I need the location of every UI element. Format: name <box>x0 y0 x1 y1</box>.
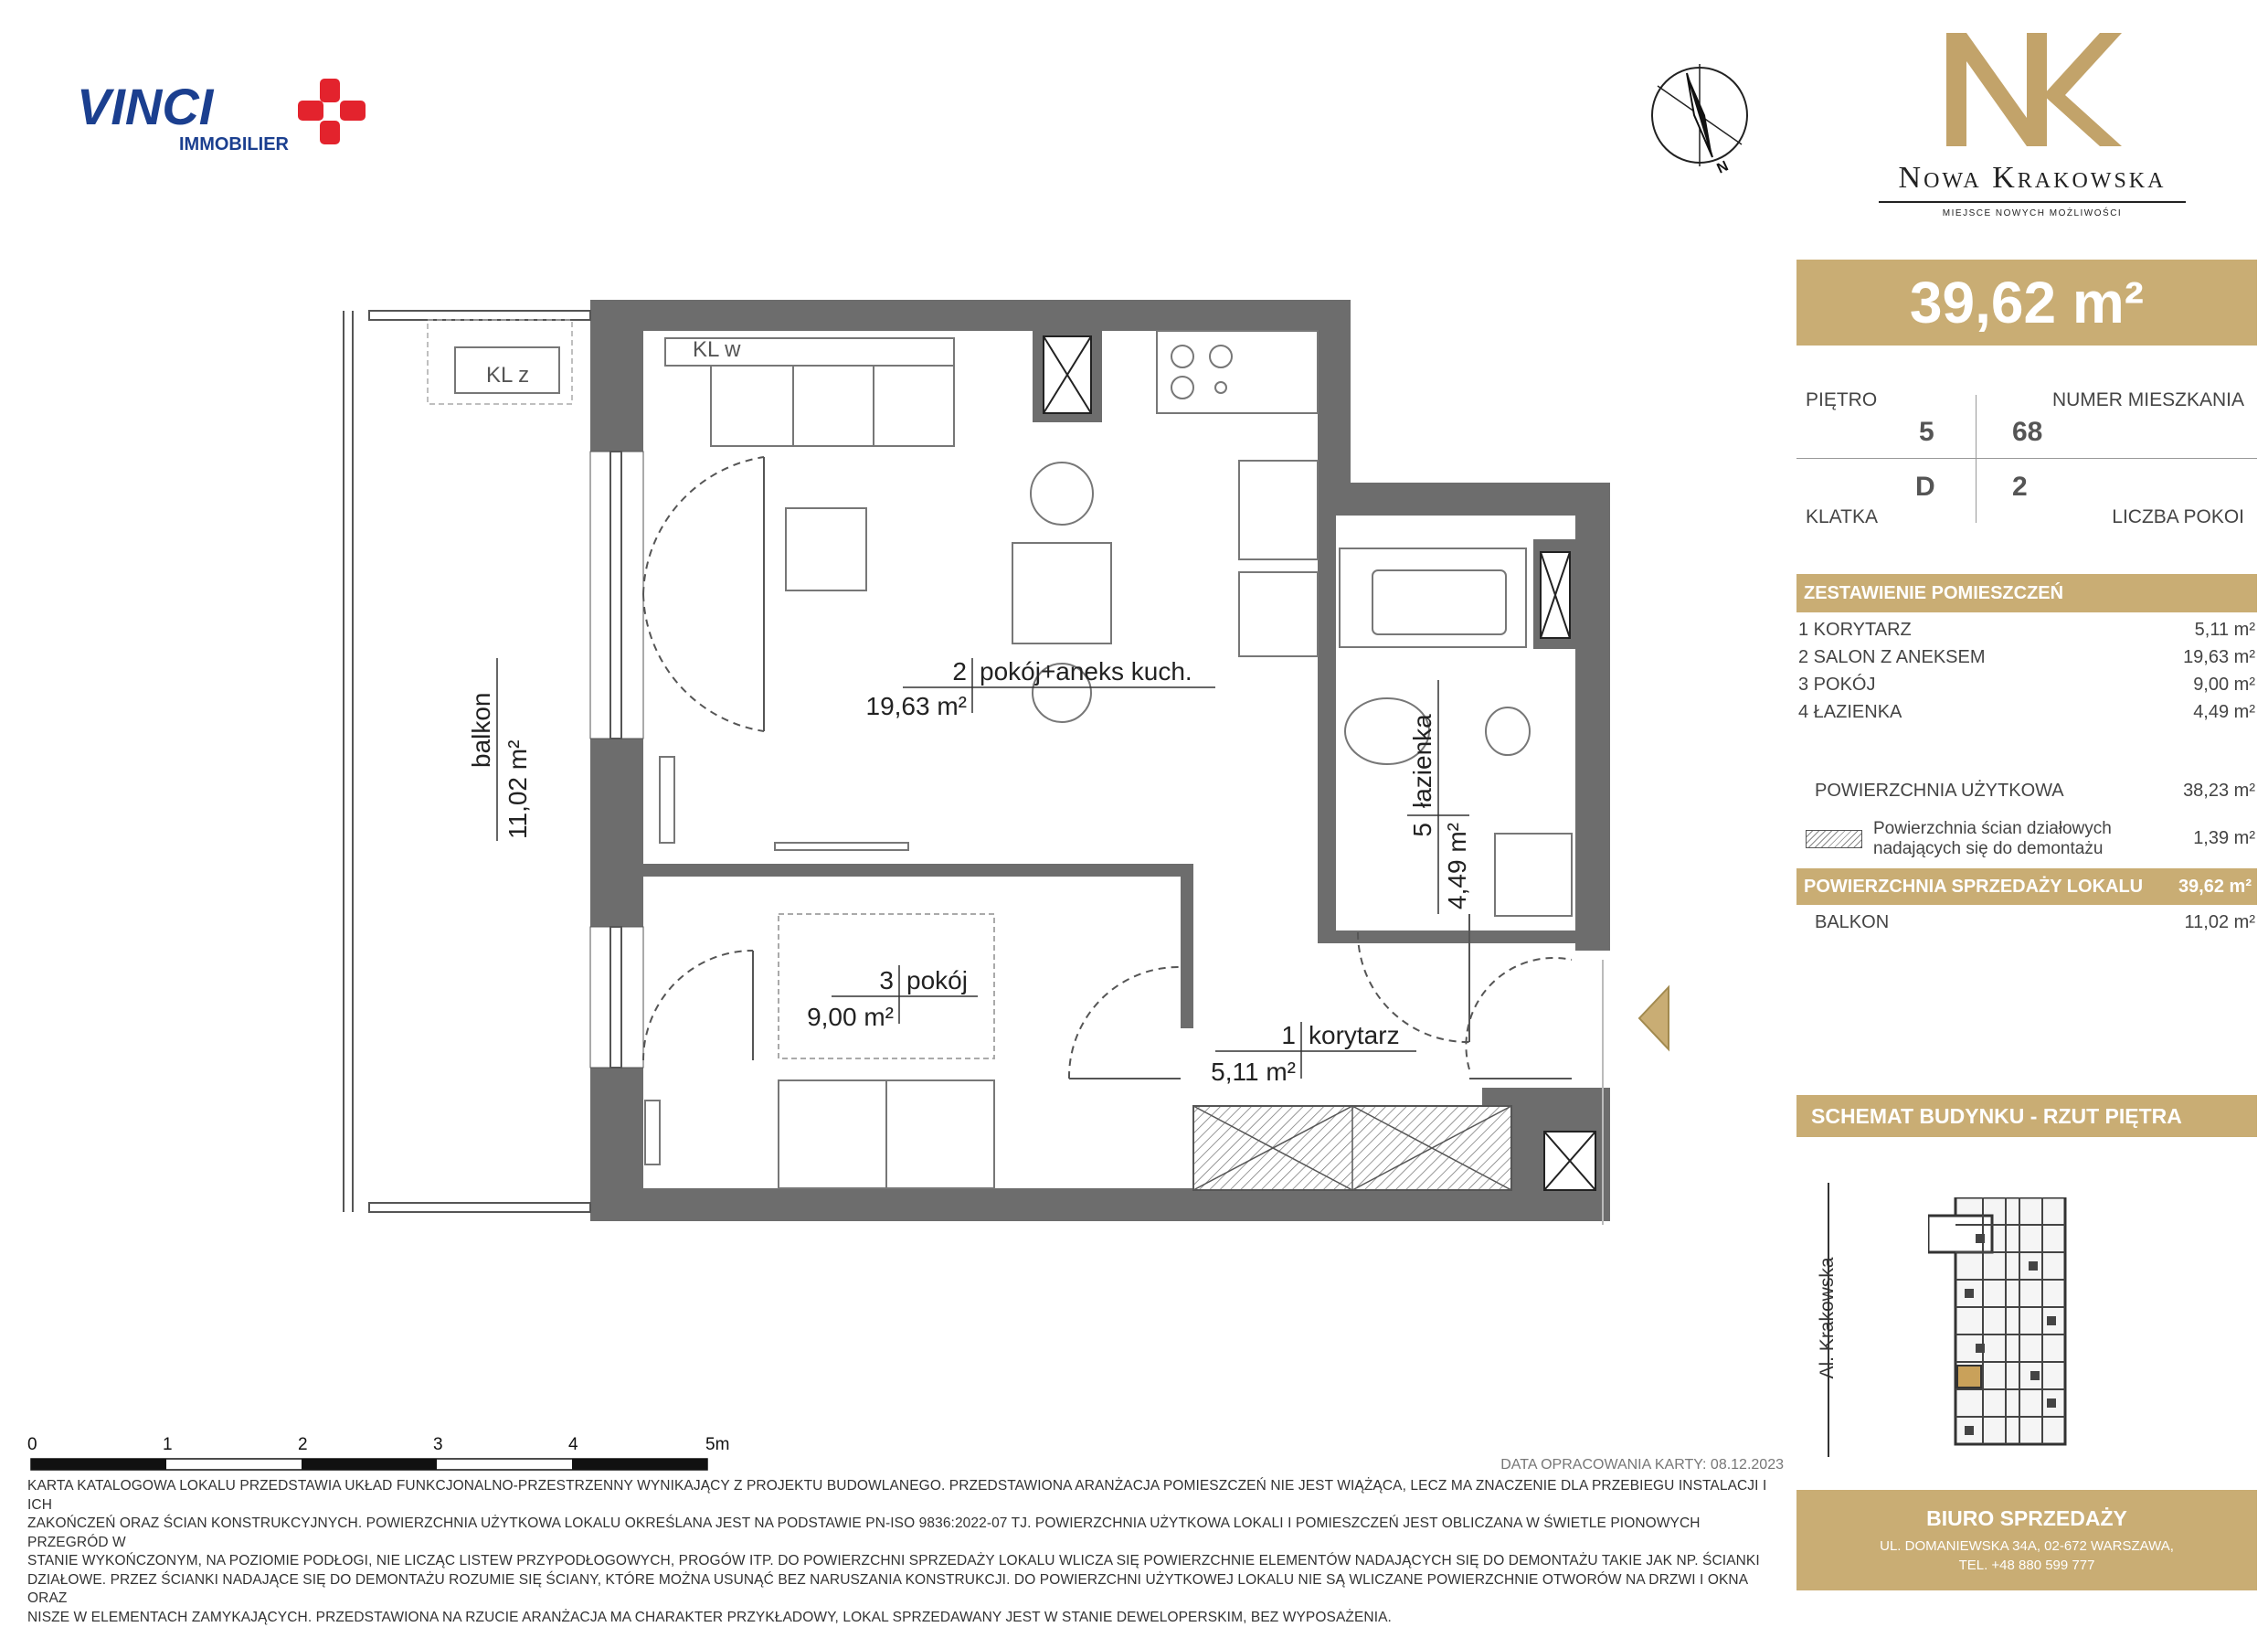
bedroom-name: pokój <box>906 966 968 994</box>
area-banner <box>1796 260 2257 346</box>
living-furniture <box>660 331 1318 850</box>
living-room-name: pokój+aneks kuch. <box>980 657 1192 686</box>
disclaimer-line: STANIE WYKOŃCZONYM, NA POZIOMIE PODŁOGI, NIE LICZĄC LISTEW PRZYPODŁOGOWYCH, PROGÓW ITP. DO POWIERZCHNI SPRZEDAŻY LOKALU WLICZA SIĘ POWIERZCHNIE ELEMENTÓW NADAJĄCYCH SIĘ DO DEMONTAŻU TAKIE JAK NP. ŚCIANKI <box>27 1552 1782 1571</box>
balcony-name: balkon <box>467 692 495 768</box>
apartment-number-value: 68 <box>2012 417 2042 448</box>
floor-label: PIĘTRO <box>1806 389 1877 411</box>
building-floorplan-graphic <box>1928 1197 2093 1453</box>
scale-tick-1: 1 <box>163 1435 173 1454</box>
disclaimer-line: NISZE W ELEMENTACH ZAMYKAJĄCYCH. PRZEDSTAWIONA NA RZUCIE ARANŻACJA MA CHARAKTER PRZYKŁADOWY, LOKAL SPRZEDAWANY JEST W STANIE DEWELOPERSKIM, BEZ WYPOSAŻENIA. <box>27 1609 1782 1627</box>
compass-north-label: N <box>1715 158 1732 176</box>
usable-area-label: POWIERZCHNIA UŻYTKOWA <box>1815 781 2064 802</box>
bathroom-number: 5 <box>1408 823 1436 837</box>
usable-area-row <box>1796 781 2257 808</box>
scale-tick-4: 4 <box>568 1435 578 1454</box>
bathroom-area: 4,49 m² <box>1443 823 1471 909</box>
hall-area: 5,11 m² <box>1211 1058 1296 1086</box>
table-row <box>1796 702 2257 729</box>
sale-area-value: 39,62 m² <box>2178 868 2252 905</box>
hall-number: 1 <box>1281 1021 1296 1049</box>
room-label-balcony <box>467 658 532 841</box>
area-value: 39,62 m² <box>1796 260 2257 346</box>
disclaimer <box>27 1477 1782 1627</box>
vinci-wordmark: VINCI <box>77 78 215 135</box>
hatch-swatch-icon <box>1806 830 1862 848</box>
room-label-bedroom <box>807 965 978 1031</box>
disclaimer-line: KARTA KATALOGOWA LOKALU PRZEDSTAWIA UKŁAD FUNKCJONALNO-PRZESTRZENNY WYNIKAJĄCY Z PROJEKTU BUDOWLANEGO. PRZEDSTAWIONA ARANŻACJA POMIESZCZEŃ NIE JEST WIĄŻĄCA, LECZ MA ZNACZENIE DLA PRZEBIEGU INSTALACJI I ICH <box>27 1477 1782 1515</box>
table-row <box>1796 620 2257 647</box>
bedroom-area: 9,00 m² <box>807 1003 894 1031</box>
nk-divider <box>1879 201 2186 203</box>
corner-shaft-icon <box>1544 1132 1595 1190</box>
demountable-walls-label-2: nadających się do demontażu <box>1873 839 2112 859</box>
sales-office-title: BIURO SPRZEDAŻY <box>1796 1490 2257 1531</box>
nk-title: Nowa Krakowska <box>1877 161 2188 196</box>
room-area: 9,00 m² <box>2193 675 2255 696</box>
building-scheme-title: SCHEMAT BUDYNKU - RZUT PIĘTRA <box>1796 1095 2257 1137</box>
rooms-table <box>1796 620 2257 729</box>
usable-area-value: 38,23 m² <box>2183 781 2255 802</box>
rooms-table-header <box>1796 574 2257 612</box>
room-area: 19,63 m² <box>2183 647 2255 668</box>
sales-office-address: UL. DOMANIEWSKA 34A, 02-672 WARSZAWA, <box>1796 1531 2257 1554</box>
demountable-walls-label-1: Powierzchnia ścian działowych <box>1873 819 2112 839</box>
indoor-ac-label: KL w <box>693 337 741 362</box>
demountable-walls-row <box>1796 819 2257 861</box>
disclaimer-line: DZIAŁOWE. PRZEZ ŚCIANKI NADAJĄCE SIĘ DO DEMONTAŻU ROZUMIE SIĘ ŚCIANY, KTÓRE MOŻNA USUNĄĆ BEZ NARUSZANIA KONSTRUKCJI. DO POWIERZCHNI UŻYTKOWEJ LOKALU NIE SĄ WLICZANE POWIERZCHNIE OTWORÓW NA DRZWI I OKNA ORAZ <box>27 1571 1782 1609</box>
room-name: 4 ŁAZIENKA <box>1798 702 1902 723</box>
ventilation-shaft-icon <box>1033 327 1102 422</box>
rooms-count-label: LICZBA POKOI <box>2112 506 2244 528</box>
bedroom-furniture <box>645 914 994 1188</box>
room-name: 2 SALON Z ANEKSEM <box>1798 647 1986 668</box>
highlighted-apartment <box>1957 1366 1981 1388</box>
nk-logo <box>1864 27 2193 229</box>
bathroom-name: łazienka <box>1408 714 1436 808</box>
sales-office-phone: TEL. +48 880 599 777 <box>1796 1554 2257 1573</box>
staircase-label: KLATKA <box>1806 506 1878 528</box>
disclaimer-line: ZAKOŃCZEŃ ORAZ ŚCIAN KONSTRUKCYJNYCH. POWIERZCHNIA UŻYTKOWA LOKALU OKREŚLANA JEST NA PODSTAWIE PN-ISO 9836:2022-07 TJ. POWIERZCHNIA UŻYTKOWA LOKALI I POMIESZCZEŃ JEST OBLICZANA W ŚWIETLE PIONOWYCH PRZEGRÓD W <box>27 1515 1782 1552</box>
bathroom-shaft-icon <box>1533 539 1575 649</box>
sales-office-box <box>1796 1490 2257 1590</box>
demountable-walls-value: 1,39 m² <box>2193 828 2255 849</box>
balcony-row <box>1796 912 2257 940</box>
balcony-value: 11,02 m² <box>2185 912 2255 933</box>
rooms-table-title: ZESTAWIENIE POMIESZCZEŃ <box>1796 574 2257 612</box>
demountable-wall-hatch <box>1193 1106 1511 1190</box>
building-scheme <box>1796 1179 2125 1462</box>
building-scheme-header <box>1796 1095 2257 1137</box>
apartment-number-label: NUMER MIESZKANIA <box>2052 389 2244 411</box>
summary-divider-v <box>1976 395 1977 523</box>
preparation-date: DATA OPRACOWANIA KARTY: 08.12.2023 <box>1500 1457 1784 1473</box>
scale-tick-2: 2 <box>298 1435 308 1454</box>
table-row <box>1796 647 2257 675</box>
nk-monogram-graphic <box>1864 27 2193 229</box>
outdoor-ac-label: KL z <box>486 363 529 388</box>
scale-tick-0: 0 <box>27 1435 37 1454</box>
street-label: Al. Krakowska <box>1817 1227 1839 1409</box>
sale-area-row <box>1796 868 2257 905</box>
staircase-value: D <box>1915 472 1935 503</box>
outdoor-ac-unit <box>428 320 572 404</box>
room-area: 5,11 m² <box>2195 620 2255 641</box>
room-name: 3 POKÓJ <box>1798 675 1875 696</box>
summary-divider-h <box>1796 458 2257 459</box>
summary-grid <box>1796 366 2257 530</box>
scale-bar <box>18 1431 749 1477</box>
balcony-label: BALKON <box>1815 912 1889 933</box>
hall-name: korytarz <box>1309 1021 1400 1049</box>
scale-tick-5: 5m <box>705 1435 729 1454</box>
vinci-subtitle: IMMOBILIER <box>179 134 290 154</box>
living-room-area: 19,63 m² <box>866 692 968 720</box>
sale-area-label: POWIERZCHNIA SPRZEDAŻY LOKALU <box>1804 868 2143 905</box>
room-label-hall <box>1211 1021 1416 1086</box>
nk-monogram-text: NK <box>1864 27 1866 28</box>
balcony-area-label: 11,02 m² <box>503 740 532 839</box>
room-label-bathroom <box>1407 680 1471 914</box>
table-row <box>1796 675 2257 702</box>
rooms-count-value: 2 <box>2012 472 2028 503</box>
floor-value: 5 <box>1919 417 1934 448</box>
nk-tagline: MIEJSCE NOWYCH MOŻLIWOŚCI <box>1877 208 2188 218</box>
entrance-arrow-icon <box>1639 987 1669 1049</box>
living-room-number: 2 <box>952 657 967 686</box>
room-name: 1 KORYTARZ <box>1798 620 1912 641</box>
room-area: 4,49 m² <box>2193 702 2255 723</box>
bedroom-number: 3 <box>879 966 894 994</box>
scale-tick-3: 3 <box>433 1435 443 1454</box>
